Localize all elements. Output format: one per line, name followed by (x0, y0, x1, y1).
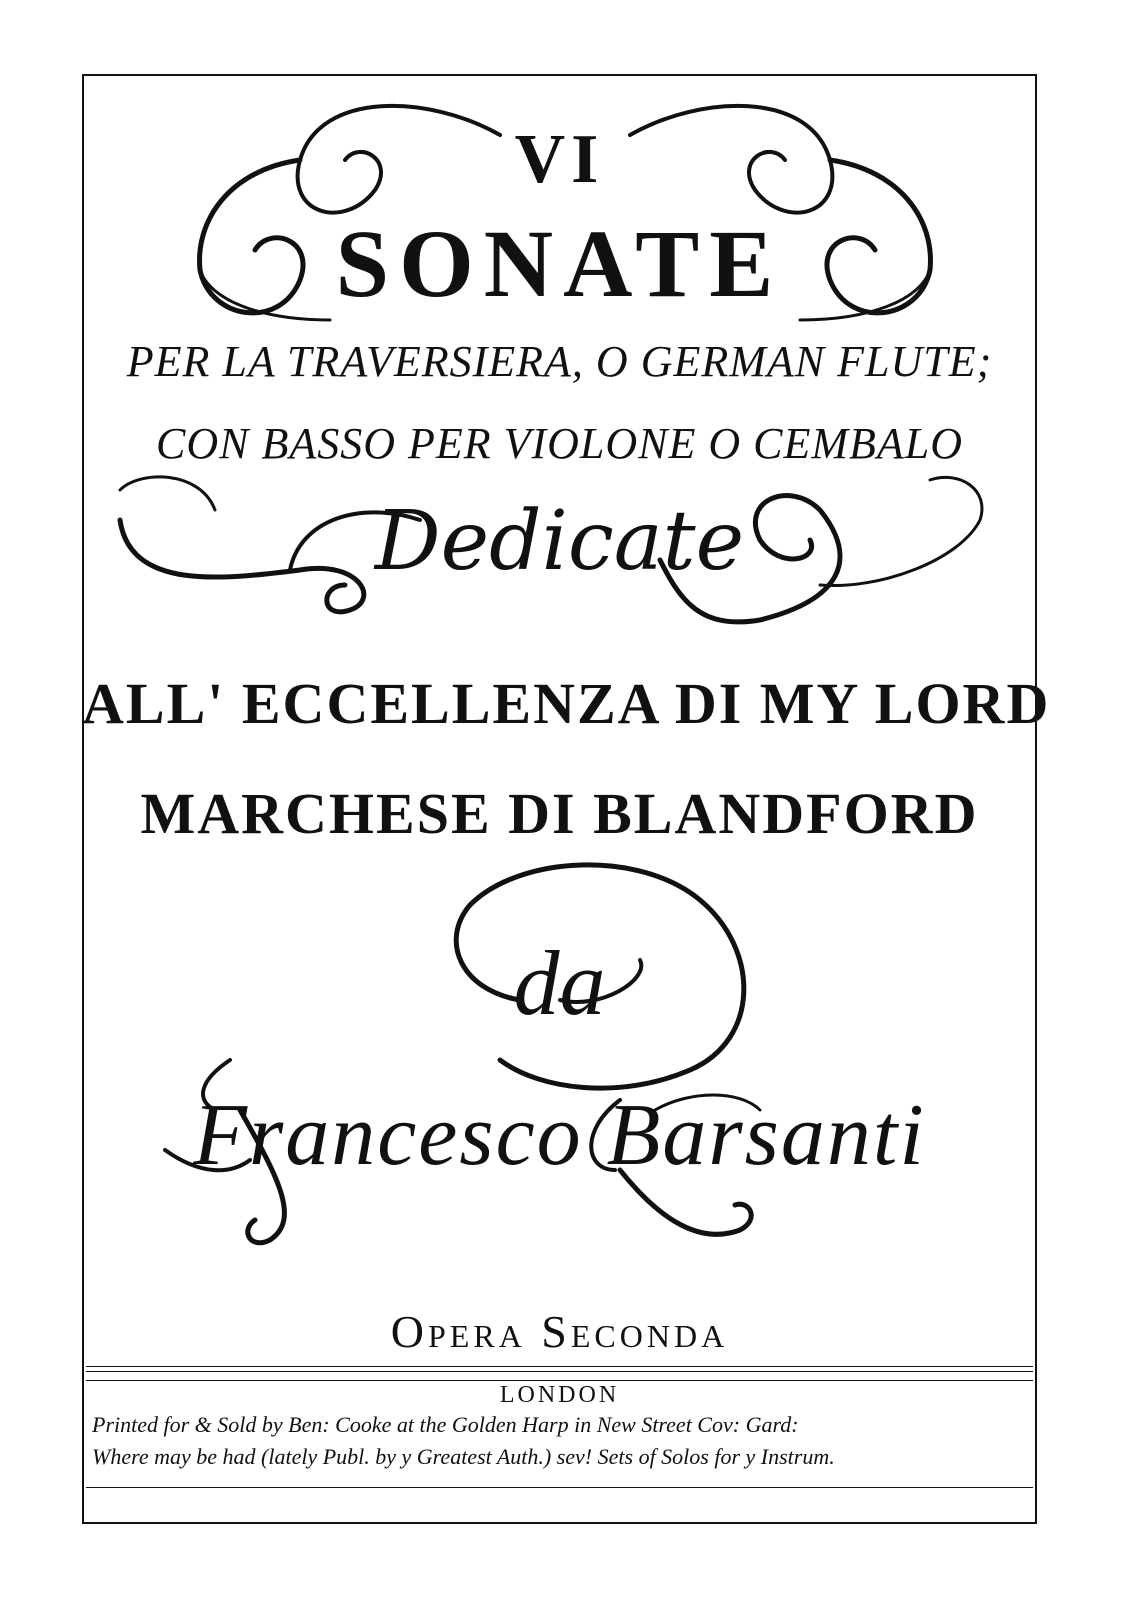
title-sonate: SONATE (335, 210, 784, 317)
imprint-line-1: Printed for & Sold by Ben: Cooke at the Golden Harp in New Street Cov: Gard: (92, 1412, 799, 1437)
dedicatee-line-1: ALL' ECCELLENZA DI MY LORD (82, 671, 1051, 736)
dedicate-heading: Dedicate (374, 494, 745, 589)
divider-rule (86, 1366, 1033, 1367)
imprint-line-2: Where may be had (lately Publ. by y Greatest Auth.) sev! Sets of Solos for y Instrum. (92, 1444, 835, 1469)
instrument-line: PER LA TRAVERSIERA, O GERMAN FLUTE; (126, 337, 993, 386)
composer-name: Francesco Barsanti (193, 1087, 926, 1184)
by-word: da (513, 932, 606, 1034)
imprint-city: LONDON (499, 1382, 620, 1408)
title-number: VI (514, 121, 605, 198)
dedicatee-line-2: MARCHESE DI BLANDFORD (140, 781, 979, 846)
opus-label: Opera Seconda (390, 1306, 729, 1357)
divider-rule (86, 1371, 1033, 1372)
basso-line: CON BASSO PER VIOLONE O CEMBALO (155, 419, 964, 468)
